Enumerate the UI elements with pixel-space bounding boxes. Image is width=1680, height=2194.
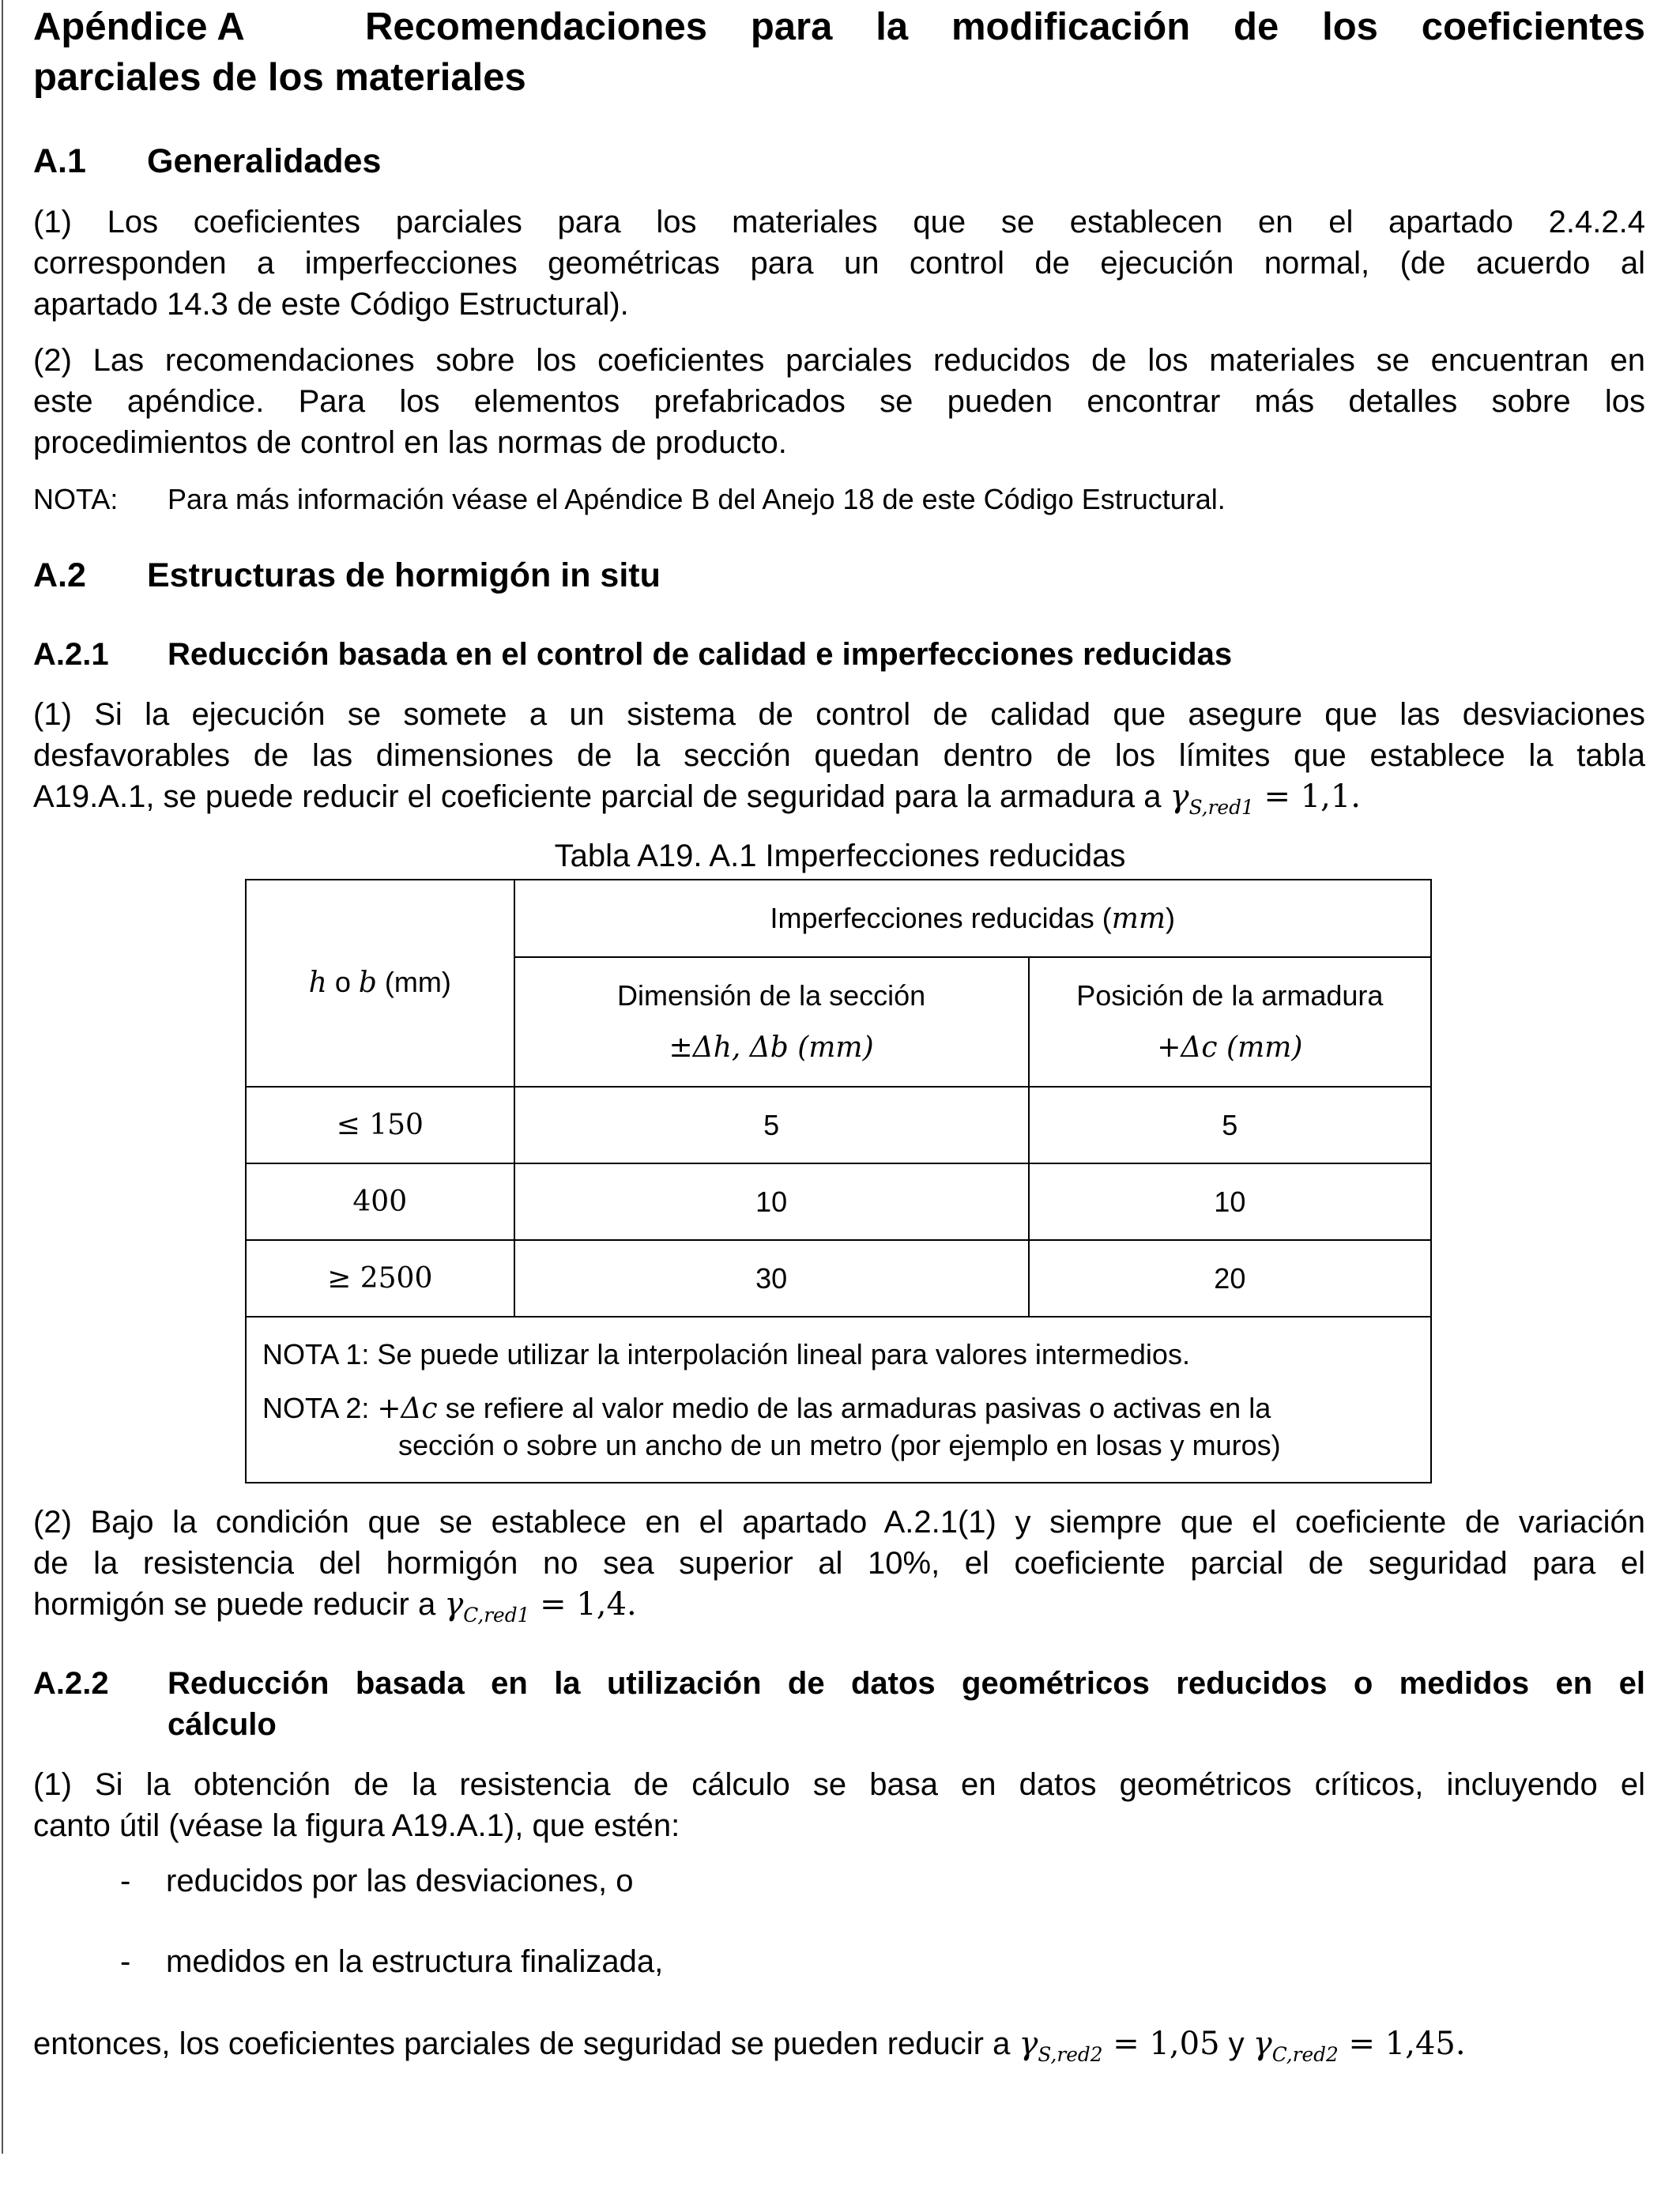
- paragraph-a21-1: (1) Si la ejecución se somete a un sistema de control de calidad que asegure que las desviaciones desfavorables de las dimensiones de la sección quedan dentro de los límites que establece la tabla A19.A.1, se puede reducir el coeficiente parcial de seguridad para la armadura a $\gamma_{S,red1} = 1,1$.: [33, 697, 1645, 819]
- paragraph-a22-final: entonces, los coeficientes parciales de seguridad se pueden reducir a $\gamma_{S,red2} = 1,05$ y $\gamma_{C,red2} = 1,45$.: [33, 2026, 1466, 2066]
- paragraph-a1-2: (2) Las recomendaciones sobre los coeficientes parciales reducidos de los materiales se encuentran en este apéndice. Para los elementos prefabricados se pueden encontrar más detalles sobre los procedimientos de control en las normas de producto.: [33, 343, 1645, 460]
- group-header-imperfections: Imperfecciones reducidas (mm): [514, 880, 1431, 957]
- section-heading-a21: A.2.1 Reducción basada en el control de calidad e imperfecciones reducidas: [33, 637, 1233, 672]
- table-caption: Tabla A19. A.1 Imperfecciones reducidas: [554, 839, 1126, 873]
- table-row: ≥ 2500 30 20: [246, 1240, 1431, 1317]
- appendix-label: Apéndice A: [33, 6, 245, 48]
- table-row: ≤ 150 5 5: [246, 1087, 1431, 1163]
- list-item: - reducidos por las desviaciones, o: [120, 1864, 634, 1898]
- table-note-2-cont: sección o sobre un ancho de un metro (por ejemplo en losas y muros): [398, 1428, 1281, 1461]
- appendix-title-line1: Recomendaciones para la modificación de los coeficientes: [365, 6, 1645, 48]
- paragraph-a1-1: (1) Los coeficientes parciales para los materiales que se establecen en el apartado 2.4.2.4 corresponden a imperfecciones geométricas para un control de ejecución normal, (de acuerdo al apartado 14.3 de este Código Estructural).: [33, 205, 1645, 322]
- paragraph-a22-1: (1) Si la obtención de la resistencia de cálculo se basa en datos geométricos críticos, incluyendo el canto útil (véase la figura A19.A.1), que estén:: [33, 1767, 1645, 1843]
- section-heading-a2: A.2 Estructuras de hormigón in situ: [33, 556, 661, 594]
- section-heading-a1: A.1 Generalidades: [33, 142, 382, 180]
- table-notes: [246, 1317, 1431, 1483]
- appendix-title-line2: parciales de los materiales: [33, 56, 526, 99]
- page-left-border: [2, 0, 3, 2154]
- col-header-h-or-b: h o b (mm): [246, 880, 514, 1087]
- table-row: 400 10 10: [246, 1163, 1431, 1240]
- imperfections-table: [245, 879, 1432, 1483]
- note-a1: NOTA: Para más información véase el Apéndice B del Anejo 18 de este Código Estructural.: [33, 483, 1226, 515]
- table-note-1: NOTA 1: Se puede utilizar la interpolación lineal para valores intermedios.: [262, 1337, 1190, 1370]
- paragraph-a21-2: (2) Bajo la condición que se establece en el apartado A.2.1(1) y siempre que el coeficiente de variación de la resistencia del hormigón no sea superior al 10%, el coeficiente parcial de seguridad para el hormigón se puede reducir a $\gamma_{C,red1} = 1,4$.: [33, 1505, 1645, 1627]
- section-heading-a22: A.2.2 Reducción basada en la utilización de datos geométricos reducidos o medidos en el cálculo: [33, 1666, 1645, 1742]
- appendix-heading: [33, 2, 1645, 103]
- col-header-reinforcement-position: Posición de la armadura +Δc (mm): [1029, 957, 1431, 1087]
- list-item: - medidos en la estructura finalizada,: [120, 1944, 664, 1979]
- col-header-section-dimension: Dimensión de la sección ±Δh, Δb (mm): [514, 957, 1029, 1087]
- table-note-2: NOTA 2: +Δc se refiere al valor medio de las armaduras pasivas o activas en la: [262, 1391, 1271, 1425]
